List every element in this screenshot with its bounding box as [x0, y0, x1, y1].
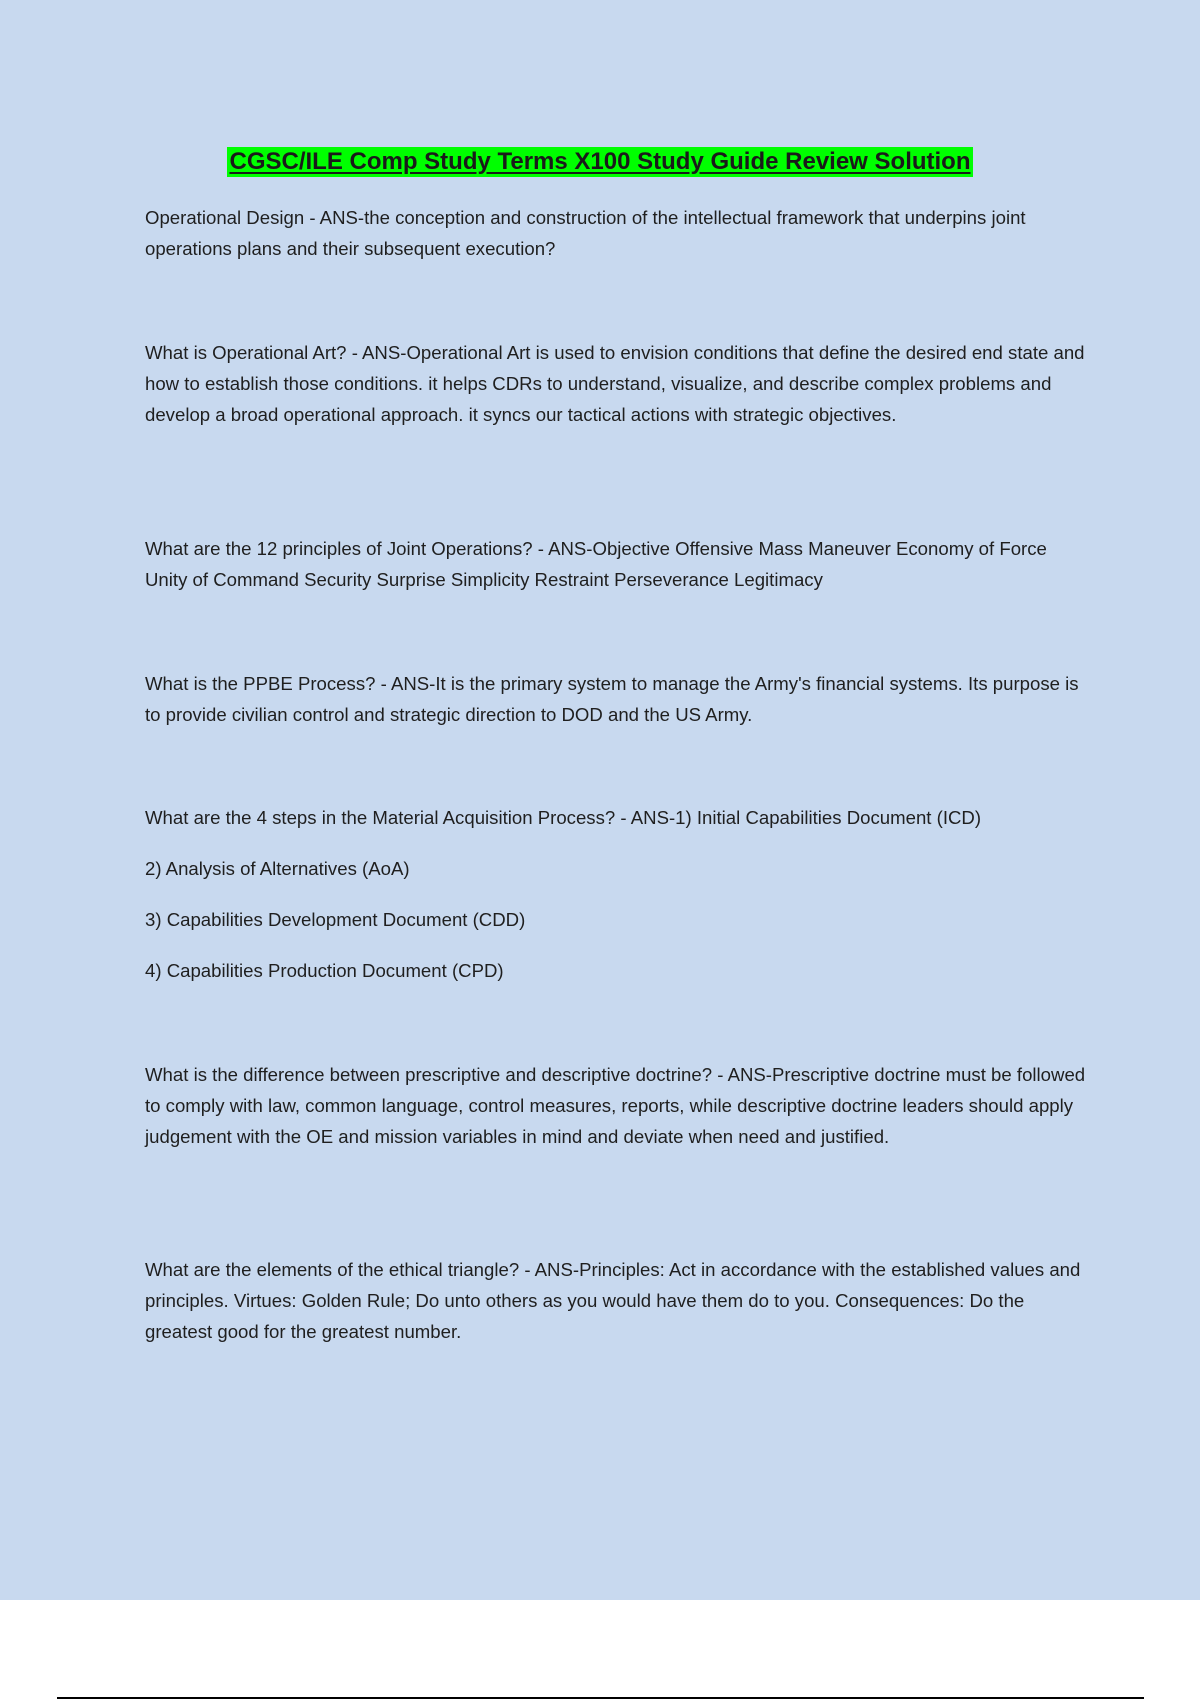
entry-operational-design: Operational Design - ANS-the conception and construction of the intellectual framework that underpins joint operations plans and their subsequent execution?: [145, 207, 1026, 259]
entry-material-acquisition: What are the 4 steps in the Material Acquisition Process? - ANS-1) Initial Capabilities Document (ICD): [145, 807, 982, 828]
title-wrap: [0, 147, 1200, 177]
entry-ppbe-process: What is the PPBE Process? - ANS-It is the primary system to manage the Army's financial systems. Its purpose is to provide civilian control and strategic direction to DOD and the US Army.: [145, 673, 1079, 725]
entry-acquisition-step-2: 2) Analysis of Alternatives (AoA): [145, 858, 410, 879]
entry-acquisition-step-4: 4) Capabilities Production Document (CPD): [145, 960, 504, 981]
entry-joint-operations-principles: What are the 12 principles of Joint Operations? - ANS-Objective Offensive Mass Maneuver Economy of Force Unity of Command Security Surprise Simplicity Restraint Perseverance Legitimacy: [145, 538, 1047, 590]
entry-prescriptive-descriptive-doctrine: What is the difference between prescriptive and descriptive doctrine? - ANS-Prescriptive doctrine must be followed to comply with law, common language, control measures, reports, while descriptive doctrine leaders should apply judgement with the OE and mission variables in mind and deviate when need and justified.: [145, 1064, 1086, 1147]
entry-ethical-triangle: What are the elements of the ethical triangle? - ANS-Principles: Act in accordance with the established values and principles. Virtues: Golden Rule; Do unto others as you would have them do to you. Consequences: Do the greatest good for the greatest number.: [145, 1259, 1081, 1342]
entry-acquisition-step-3: 3) Capabilities Development Document (CDD): [145, 909, 526, 930]
footer-rule: [57, 1697, 1144, 1699]
document-title: CGSC/ILE Comp Study Terms X100 Study Guide Review Solution: [229, 148, 971, 175]
entry-operational-art: What is Operational Art? - ANS-Operational Art is used to envision conditions that define the desired end state and how to establish those conditions. it helps CDRs to understand, visualize, and describe complex problems and develop a broad operational approach. it syncs our tactical actions with strategic objectives.: [145, 342, 1085, 425]
